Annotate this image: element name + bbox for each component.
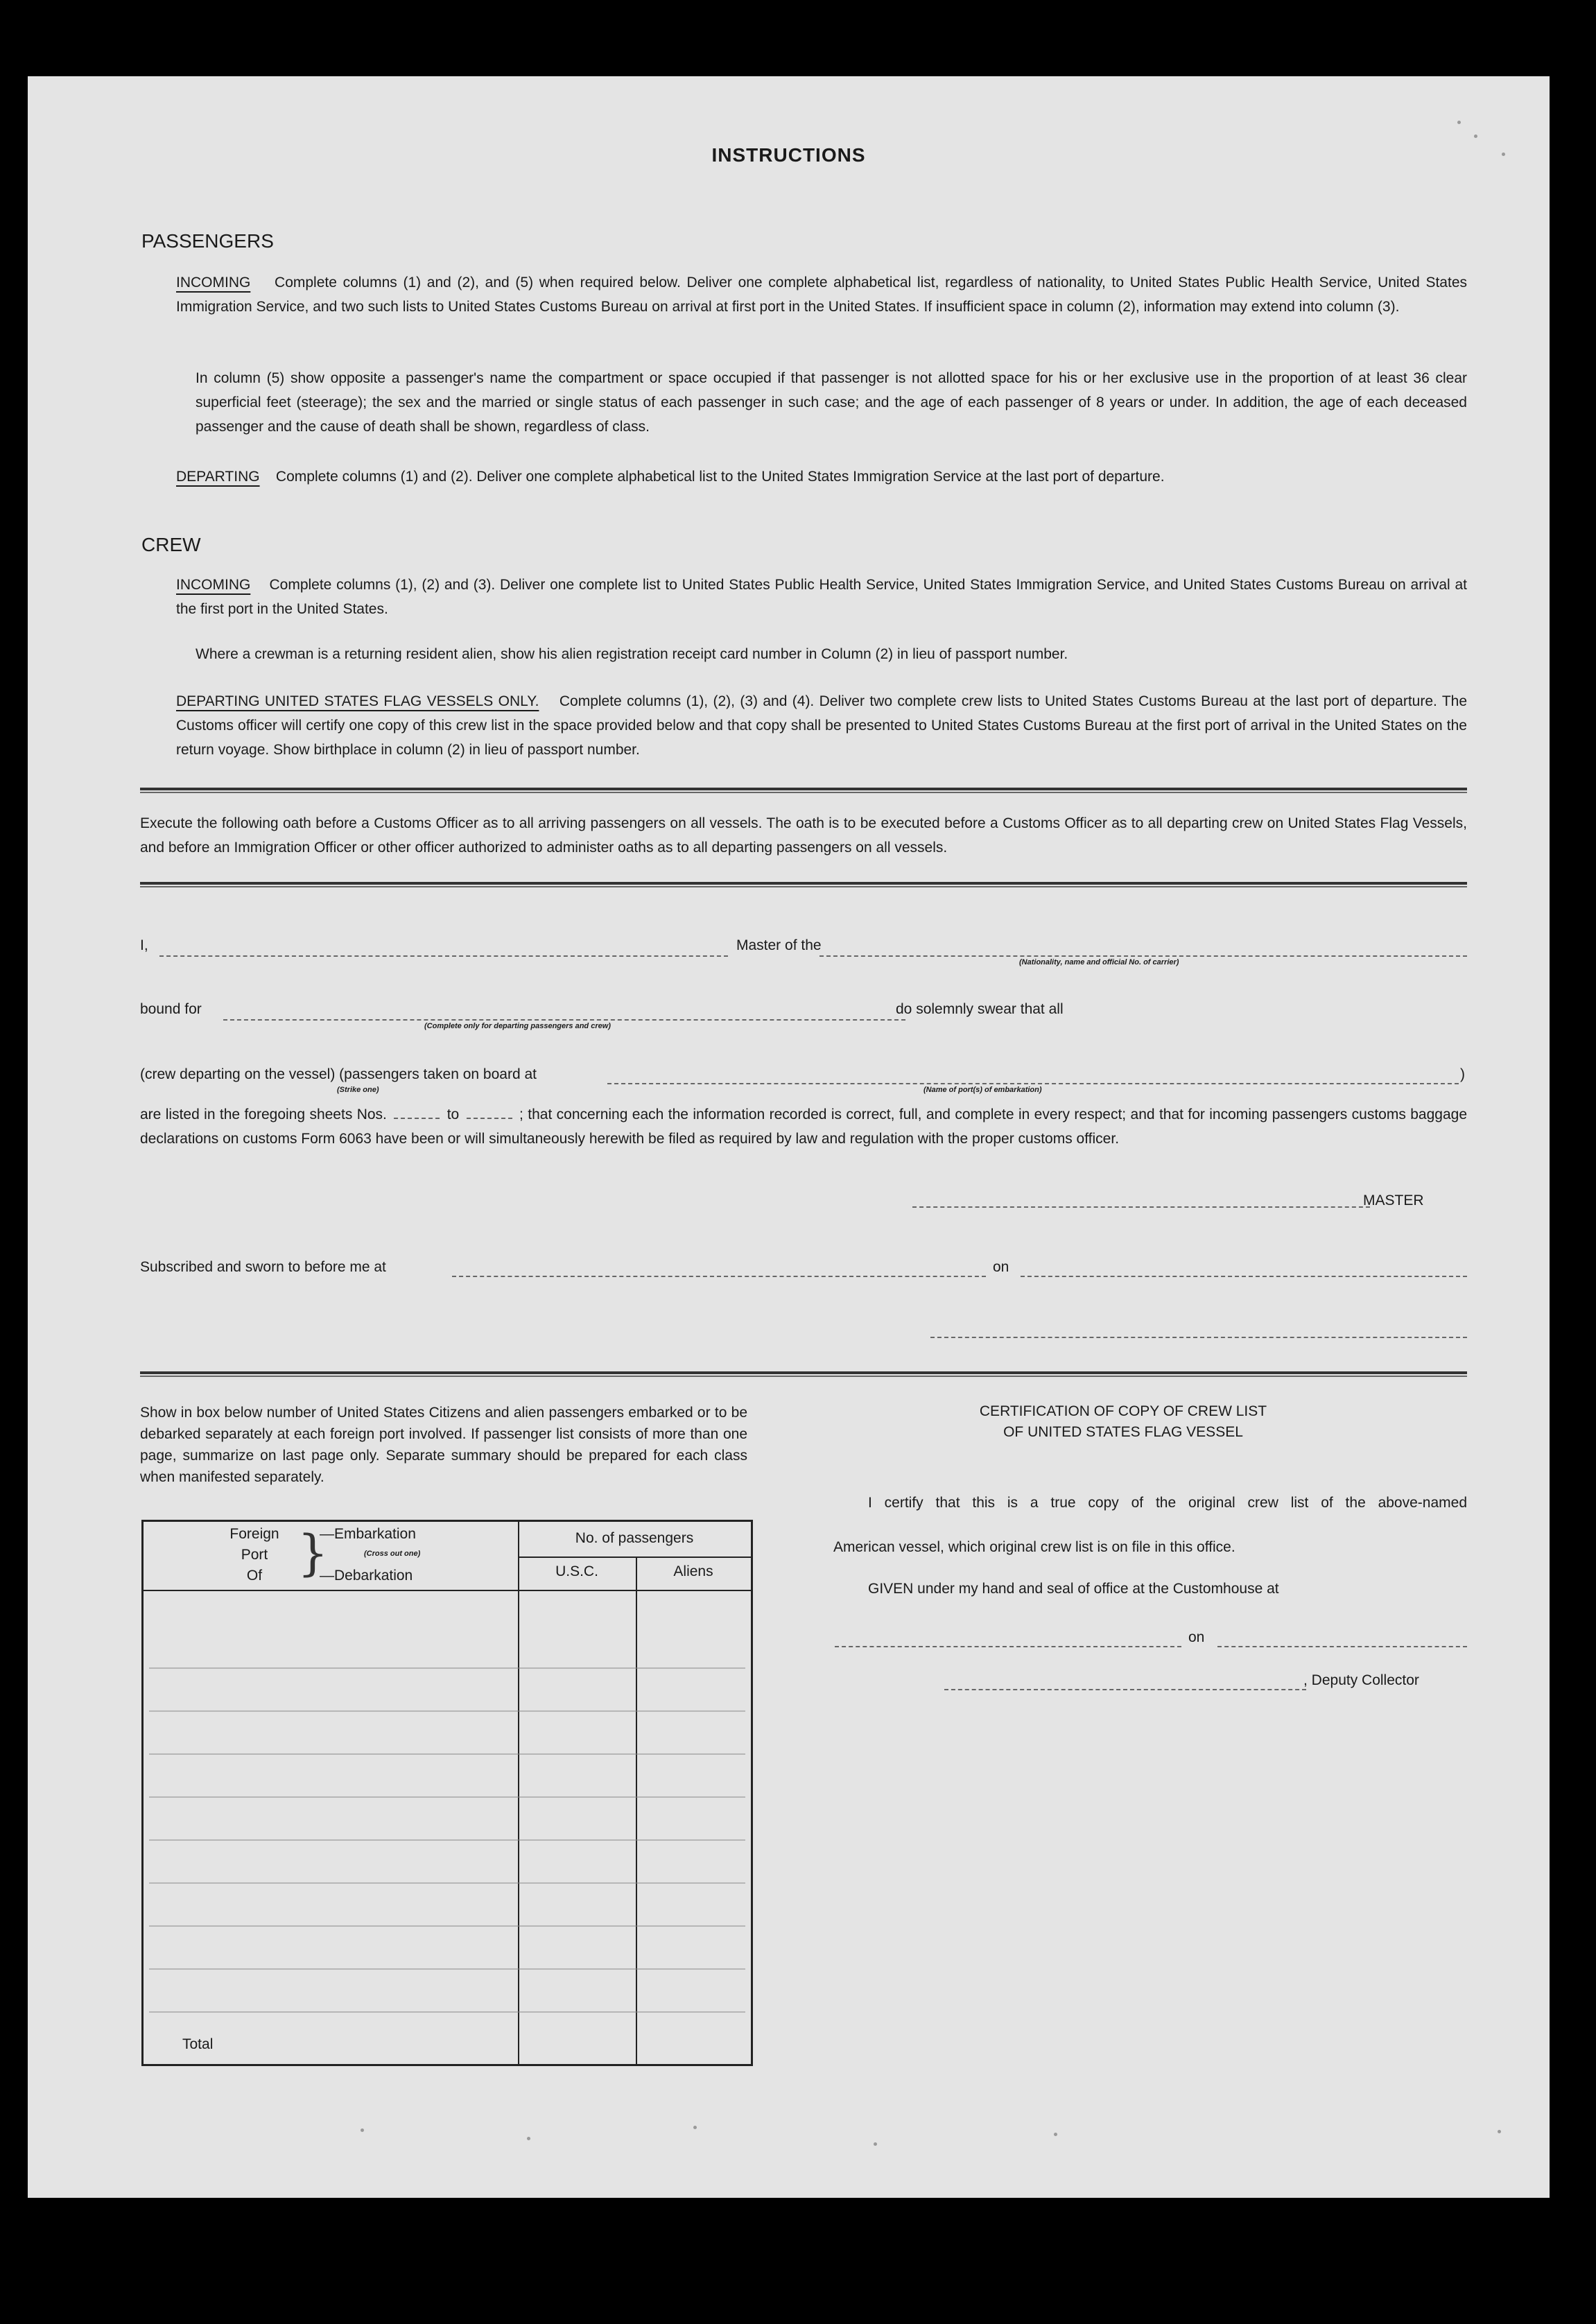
- sworn-date-field[interactable]: [1021, 1276, 1467, 1277]
- bound-note: (Complete only for departing passengers and crew): [424, 1022, 611, 1030]
- certification-date-field[interactable]: [1217, 1646, 1467, 1647]
- crew-departing-text: Complete columns (1), (2), (3) and (4). Deliver two complete crew lists to United States Customs Bureau at the last port of departure. The Customs officer will certify one copy of this crew list in the space provided below and that copy shall be presented to United States Customs Bureau at the first port of arrival in the United States on the return voyage. Show birthplace in column (2) in lieu of passport number.: [176, 693, 1468, 758]
- nationality-note: (Nationality, name and official No. of carrier): [1019, 958, 1179, 966]
- sheet-from-field[interactable]: [394, 1118, 440, 1119]
- listed-to-label: to: [446, 1107, 460, 1122]
- certification-on-label: on: [1188, 1629, 1205, 1645]
- passengers-column5-paragraph: In column (5) show opposite a passenger's name the compartment or space occupied if that passenger is not allotted space for his or her exclusive use in the proportion of at least 36 clear superficial feet (steerage); the sex and the married or single status of each passenger in such case; and the age of each passenger of 8 years or under. In addition, the age of each deceased passenger and the cause of death shall be shown, regardless of class.: [196, 370, 1467, 435]
- port-label: Port: [241, 1547, 268, 1563]
- passengers-incoming-text: Complete columns (1) and (2), and (5) when required below. Deliver one complete alphabetical list, regardless of nationality, to United States Public Health Service, United States Immigration Service, and two such lists to United States Customs Bureau on arrival at first port in the United States. If insufficient space in column (2), information may extend into column (3).: [176, 275, 1467, 315]
- strike-one-note: (Strike one): [337, 1086, 379, 1094]
- certify-text-b: American vessel, which original crew list is on file in this office.: [833, 1539, 1235, 1555]
- listed-label-a: are listed in the foregoing sheets Nos.: [140, 1107, 387, 1122]
- sworn-on-label: on: [993, 1259, 1009, 1275]
- crew-passengers-label: (crew departing on the vessel) (passengers taken on board at: [140, 1066, 537, 1082]
- close-paren: ): [1460, 1066, 1465, 1082]
- crew-departing-label: DEPARTING UNITED STATES FLAG VESSELS ONLY.: [176, 693, 539, 709]
- oath-intro: Execute the following oath before a Customs Officer as to all arriving passengers on all vessels. The oath is to be executed before a Customs Officer as to all departing crew on United States Flag Vessels, and before an Immigration Officer or other officer authorized to administer oaths as to all departing passengers on all vessels.: [140, 815, 1467, 856]
- ports-note: (Name of port(s) of embarkation): [923, 1086, 1042, 1094]
- debarkation-label: —Debarkation: [320, 1568, 413, 1584]
- divider-2: [140, 882, 1467, 887]
- sheet-to-field[interactable]: [467, 1118, 512, 1119]
- listed-paragraph: [140, 1102, 1467, 1151]
- divider-1: [140, 788, 1467, 793]
- subscribed-label: Subscribed and sworn to before me at: [140, 1259, 386, 1275]
- deputy-signature-field[interactable]: [944, 1689, 1306, 1690]
- divider-3: [140, 1371, 1467, 1377]
- passengers-incoming-label: INCOMING: [176, 275, 251, 290]
- usc-header: U.S.C.: [555, 1563, 598, 1579]
- passenger-summary-box: [141, 1520, 753, 2066]
- page-title: INSTRUCTIONS: [711, 144, 866, 166]
- oath-i-label: I,: [140, 937, 148, 953]
- master-of-the-label: Master of the: [736, 937, 822, 953]
- certify-text-a: I certify that this is a true copy of the original crew list of the above-named: [868, 1495, 1467, 1511]
- passengers-heading: PASSENGERS: [141, 230, 274, 252]
- master-signature-field[interactable]: [912, 1206, 1370, 1208]
- total-label: Total: [182, 2036, 214, 2052]
- summary-row-lines: [149, 1626, 745, 2014]
- aliens-header: Aliens: [673, 1563, 713, 1579]
- embark-ports-field[interactable]: [607, 1083, 1459, 1084]
- crew-incoming-text: Complete columns (1), (2) and (3). Deliver one complete list to United States Public Health Service, United States Immigration Service, and United States Customs Bureau on arrival at the first port in the United States.: [176, 577, 1467, 617]
- passengers-departing-paragraph: [176, 465, 1467, 489]
- foreign-label: Foreign: [229, 1526, 279, 1542]
- crew-incoming-label: INCOMING: [176, 577, 251, 593]
- master-label: MASTER: [1363, 1193, 1424, 1208]
- crew-departing-paragraph: [176, 689, 1467, 762]
- master-name-field[interactable]: [159, 955, 728, 957]
- of-label: Of: [246, 1568, 263, 1584]
- passengers-departing-label: DEPARTING: [176, 469, 260, 485]
- certification-heading-2: OF UNITED STATES FLAG VESSEL: [1003, 1424, 1243, 1440]
- bound-for-field[interactable]: [223, 1019, 905, 1021]
- deputy-collector-label: , Deputy Collector: [1303, 1672, 1419, 1688]
- given-text: GIVEN under my hand and seal of office at the Customhouse at: [868, 1581, 1279, 1597]
- no-passengers-header: No. of passengers: [575, 1530, 694, 1546]
- form-page: [28, 76, 1550, 2198]
- passengers-departing-text: Complete columns (1) and (2). Deliver one complete alphabetical list to the United States Immigration Service at the last port of departure.: [275, 469, 1165, 485]
- officer-signature-field[interactable]: [930, 1337, 1467, 1338]
- sworn-place-field[interactable]: [452, 1276, 986, 1277]
- embarkation-label: —Embarkation: [320, 1526, 416, 1542]
- bound-for-label: bound for: [140, 1001, 202, 1017]
- certification-heading-1: CERTIFICATION OF COPY OF CREW LIST: [979, 1403, 1267, 1419]
- summary-instructions: Show in box below number of United States Citizens and alien passengers embarked or to be debarked separately at each foreign port involved. If passenger list consists of more than one page, summarize on last page only. Separate summary should be prepared for each class when manifested separately.: [140, 1405, 747, 1485]
- crew-heading: CREW: [141, 534, 201, 555]
- brace-icon: }: [297, 1525, 329, 1581]
- passengers-incoming-paragraph: [176, 270, 1467, 319]
- crew-alien-paragraph: Where a crewman is a returning resident alien, show his alien registration receipt card number in Column (2) in lieu of passport number.: [196, 646, 1068, 662]
- cross-out-note: (Cross out one): [364, 1550, 421, 1558]
- customhouse-field[interactable]: [835, 1646, 1181, 1647]
- crew-incoming-paragraph: [176, 573, 1467, 621]
- listed-label-b: ; that concerning each the information recorded is correct, full, and complete in every respect; and that for incoming passengers customs baggage declarations on customs Form 6063 have been or will simultaneously herewith be filed as required by law and regulation with the proper customs officer.: [140, 1107, 1467, 1147]
- carrier-field[interactable]: [819, 955, 1467, 957]
- swear-label: do solemnly swear that all: [896, 1001, 1064, 1017]
